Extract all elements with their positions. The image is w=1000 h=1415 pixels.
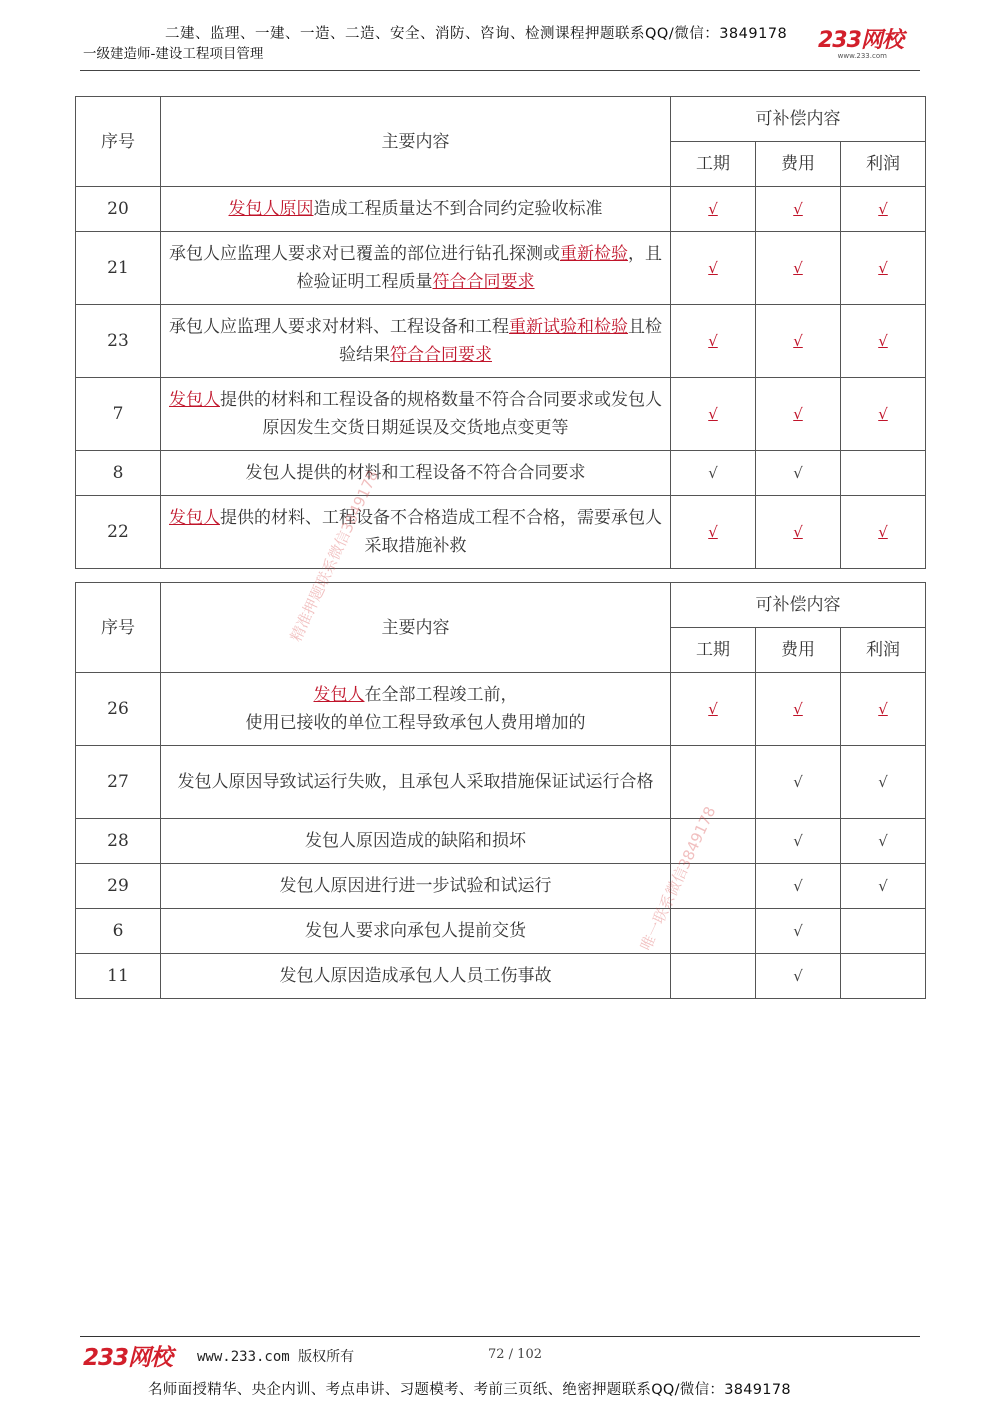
content-text: 发包人要求向承包人提前交货 bbox=[305, 921, 526, 941]
table-row bbox=[76, 378, 926, 451]
row-content bbox=[161, 232, 671, 305]
header-content: 主要内容 bbox=[161, 583, 671, 673]
check-profit bbox=[841, 909, 926, 954]
check-cost bbox=[756, 305, 841, 378]
checkmark-icon: √ bbox=[708, 332, 718, 350]
highlighted-text: 重新试验和检验 bbox=[509, 317, 628, 337]
check-cost bbox=[756, 864, 841, 909]
table-row bbox=[76, 673, 926, 746]
check-profit bbox=[841, 232, 926, 305]
check-cost bbox=[756, 187, 841, 232]
checkmark-icon: √ bbox=[878, 332, 888, 350]
content-text: 使用已接收的单位工程导致承包人费用增加的 bbox=[245, 713, 586, 733]
checkmark-icon: √ bbox=[793, 700, 803, 718]
table-row bbox=[76, 305, 926, 378]
check-profit bbox=[841, 451, 926, 496]
checkmark-icon: √ bbox=[793, 877, 803, 895]
page-number: 72 / 102 bbox=[488, 1347, 542, 1362]
checkmark-icon: √ bbox=[878, 405, 888, 423]
checkmark-icon: √ bbox=[708, 259, 718, 277]
checkmark-icon: √ bbox=[793, 967, 803, 985]
check-profit bbox=[841, 673, 926, 746]
check-cost bbox=[756, 232, 841, 305]
document-subtitle: 一级建造师-建设工程项目管理 bbox=[83, 46, 264, 62]
row-content bbox=[161, 496, 671, 569]
content-text: 发包人原因进行进一步试验和试运行 bbox=[279, 876, 552, 896]
watermark-text: 精准押题联系微信3849178 bbox=[286, 467, 383, 645]
header-duration: 工期 bbox=[671, 628, 756, 673]
content-text: 在全部工程竣工前， bbox=[364, 685, 518, 705]
header-promo-text: 二建、监理、一建、一造、二造、安全、消防、咨询、检测课程押题联系QQ/微信：3849178 bbox=[165, 26, 788, 42]
footer-promo-text: 名师面授精华、央企内训、考点串讲、习题模考、考前三页纸、绝密押题联系QQ/微信：3849178 bbox=[148, 1382, 791, 1398]
brand-logo bbox=[818, 30, 903, 60]
table-row bbox=[76, 187, 926, 232]
content-text: 发包人原因造成承包人人员工伤事故 bbox=[279, 966, 552, 986]
content-text: 造成工程质量达不到合同约定验收标准 bbox=[313, 199, 603, 219]
check-cost bbox=[756, 378, 841, 451]
check-cost bbox=[756, 673, 841, 746]
row-content bbox=[161, 378, 671, 451]
checkmark-icon: √ bbox=[793, 464, 803, 482]
check-cost bbox=[756, 496, 841, 569]
content-text: 发包人原因导致试运行失败，且承包人采取措施保证试运行合格 bbox=[177, 772, 654, 792]
row-content bbox=[161, 864, 671, 909]
row-seq: 20 bbox=[76, 187, 161, 232]
checkmark-icon: √ bbox=[878, 200, 888, 218]
row-seq: 28 bbox=[76, 819, 161, 864]
check-duration bbox=[671, 954, 756, 999]
checkmark-icon: √ bbox=[793, 332, 803, 350]
header-cost: 费用 bbox=[756, 142, 841, 187]
header-duration: 工期 bbox=[671, 142, 756, 187]
row-seq: 11 bbox=[76, 954, 161, 999]
check-duration bbox=[671, 378, 756, 451]
compensation-table-2 bbox=[75, 582, 926, 999]
content-text: 承包人应监理人要求对材料、工程设备和工程 bbox=[169, 317, 509, 337]
row-seq: 23 bbox=[76, 305, 161, 378]
header-seq: 序号 bbox=[76, 583, 161, 673]
content-text: 提供的材料、工程设备不合格造成工程不合格，需要承包人采取措施补救 bbox=[220, 508, 662, 556]
highlighted-text: 发包人 bbox=[169, 390, 220, 410]
table-row bbox=[76, 819, 926, 864]
header-content: 主要内容 bbox=[161, 97, 671, 187]
checkmark-icon: √ bbox=[878, 523, 888, 541]
content-text: 提供的材料和工程设备的规格数量不符合合同要求或发包人原因发生交货日期延误及交货地点变更等 bbox=[220, 390, 662, 438]
table-row bbox=[76, 954, 926, 999]
header-profit: 利润 bbox=[841, 142, 926, 187]
table-row bbox=[76, 909, 926, 954]
checkmark-icon: √ bbox=[878, 832, 888, 850]
checkmark-icon: √ bbox=[793, 405, 803, 423]
check-profit bbox=[841, 187, 926, 232]
checkmark-icon: √ bbox=[878, 259, 888, 277]
row-seq: 21 bbox=[76, 232, 161, 305]
checkmark-icon: √ bbox=[878, 700, 888, 718]
check-cost bbox=[756, 954, 841, 999]
table-row bbox=[76, 864, 926, 909]
content-text: 发包人原因造成的缺陷和损坏 bbox=[305, 831, 526, 851]
checkmark-icon: √ bbox=[878, 773, 888, 791]
row-seq: 6 bbox=[76, 909, 161, 954]
logo-text: 233网校 bbox=[818, 28, 903, 53]
check-profit bbox=[841, 954, 926, 999]
check-cost bbox=[756, 451, 841, 496]
logo-url: www.233.com bbox=[837, 52, 887, 60]
checkmark-icon: √ bbox=[708, 464, 718, 482]
header-divider bbox=[80, 70, 920, 71]
row-content bbox=[161, 746, 671, 819]
check-cost bbox=[756, 909, 841, 954]
header-compensable: 可补偿内容 bbox=[671, 97, 926, 142]
checkmark-icon: √ bbox=[793, 922, 803, 940]
check-duration bbox=[671, 305, 756, 378]
checkmark-icon: √ bbox=[793, 832, 803, 850]
check-duration bbox=[671, 496, 756, 569]
row-content bbox=[161, 909, 671, 954]
compensation-table-1 bbox=[75, 96, 926, 569]
checkmark-icon: √ bbox=[793, 259, 803, 277]
row-seq: 27 bbox=[76, 746, 161, 819]
check-profit bbox=[841, 378, 926, 451]
checkmark-icon: √ bbox=[793, 773, 803, 791]
row-seq: 8 bbox=[76, 451, 161, 496]
checkmark-icon: √ bbox=[708, 200, 718, 218]
check-profit bbox=[841, 746, 926, 819]
highlighted-text: 发包人 bbox=[313, 685, 365, 705]
content-text: ，且检验证明工程质量 bbox=[296, 244, 662, 292]
checkmark-icon: √ bbox=[708, 405, 718, 423]
header-profit: 利润 bbox=[841, 628, 926, 673]
check-profit bbox=[841, 819, 926, 864]
check-duration bbox=[671, 187, 756, 232]
header-compensable: 可补偿内容 bbox=[671, 583, 926, 628]
content-text: 发包人提供的材料和工程设备不符合合同要求 bbox=[245, 463, 586, 483]
table-row bbox=[76, 746, 926, 819]
table-row bbox=[76, 451, 926, 496]
check-duration bbox=[671, 451, 756, 496]
check-profit bbox=[841, 496, 926, 569]
table-row bbox=[76, 496, 926, 569]
row-content bbox=[161, 187, 671, 232]
highlighted-text: 重新检验 bbox=[560, 244, 628, 264]
check-cost bbox=[756, 819, 841, 864]
header-cost: 费用 bbox=[756, 628, 841, 673]
footer-divider bbox=[80, 1336, 920, 1337]
checkmark-icon: √ bbox=[793, 523, 803, 541]
row-seq: 22 bbox=[76, 496, 161, 569]
checkmark-icon: √ bbox=[708, 523, 718, 541]
content-text: 且检验结果 bbox=[339, 317, 662, 365]
table-row bbox=[76, 232, 926, 305]
row-seq: 29 bbox=[76, 864, 161, 909]
row-content bbox=[161, 305, 671, 378]
footer-site-text: www.233.com 版权所有 bbox=[197, 1349, 355, 1365]
check-duration bbox=[671, 909, 756, 954]
check-profit bbox=[841, 864, 926, 909]
footer-logo: 233网校 bbox=[83, 1345, 173, 1371]
content-text: 承包人应监理人要求对已覆盖的部位进行钻孔探测或 bbox=[169, 244, 560, 264]
row-content bbox=[161, 819, 671, 864]
header-seq: 序号 bbox=[76, 97, 161, 187]
check-profit bbox=[841, 305, 926, 378]
check-duration bbox=[671, 232, 756, 305]
row-seq: 26 bbox=[76, 673, 161, 746]
highlighted-text: 发包人原因 bbox=[228, 199, 314, 219]
checkmark-icon: √ bbox=[708, 700, 718, 718]
row-content bbox=[161, 451, 671, 496]
watermark-text: 唯一联系微信3849178 bbox=[636, 803, 720, 954]
highlighted-text: 符合合同要求 bbox=[432, 272, 535, 292]
check-duration bbox=[671, 673, 756, 746]
highlighted-text: 符合合同要求 bbox=[390, 345, 492, 365]
row-seq: 7 bbox=[76, 378, 161, 451]
row-content bbox=[161, 954, 671, 999]
checkmark-icon: √ bbox=[793, 200, 803, 218]
check-cost bbox=[756, 746, 841, 819]
checkmark-icon: √ bbox=[878, 877, 888, 895]
highlighted-text: 发包人 bbox=[169, 508, 220, 528]
row-content bbox=[161, 673, 671, 746]
